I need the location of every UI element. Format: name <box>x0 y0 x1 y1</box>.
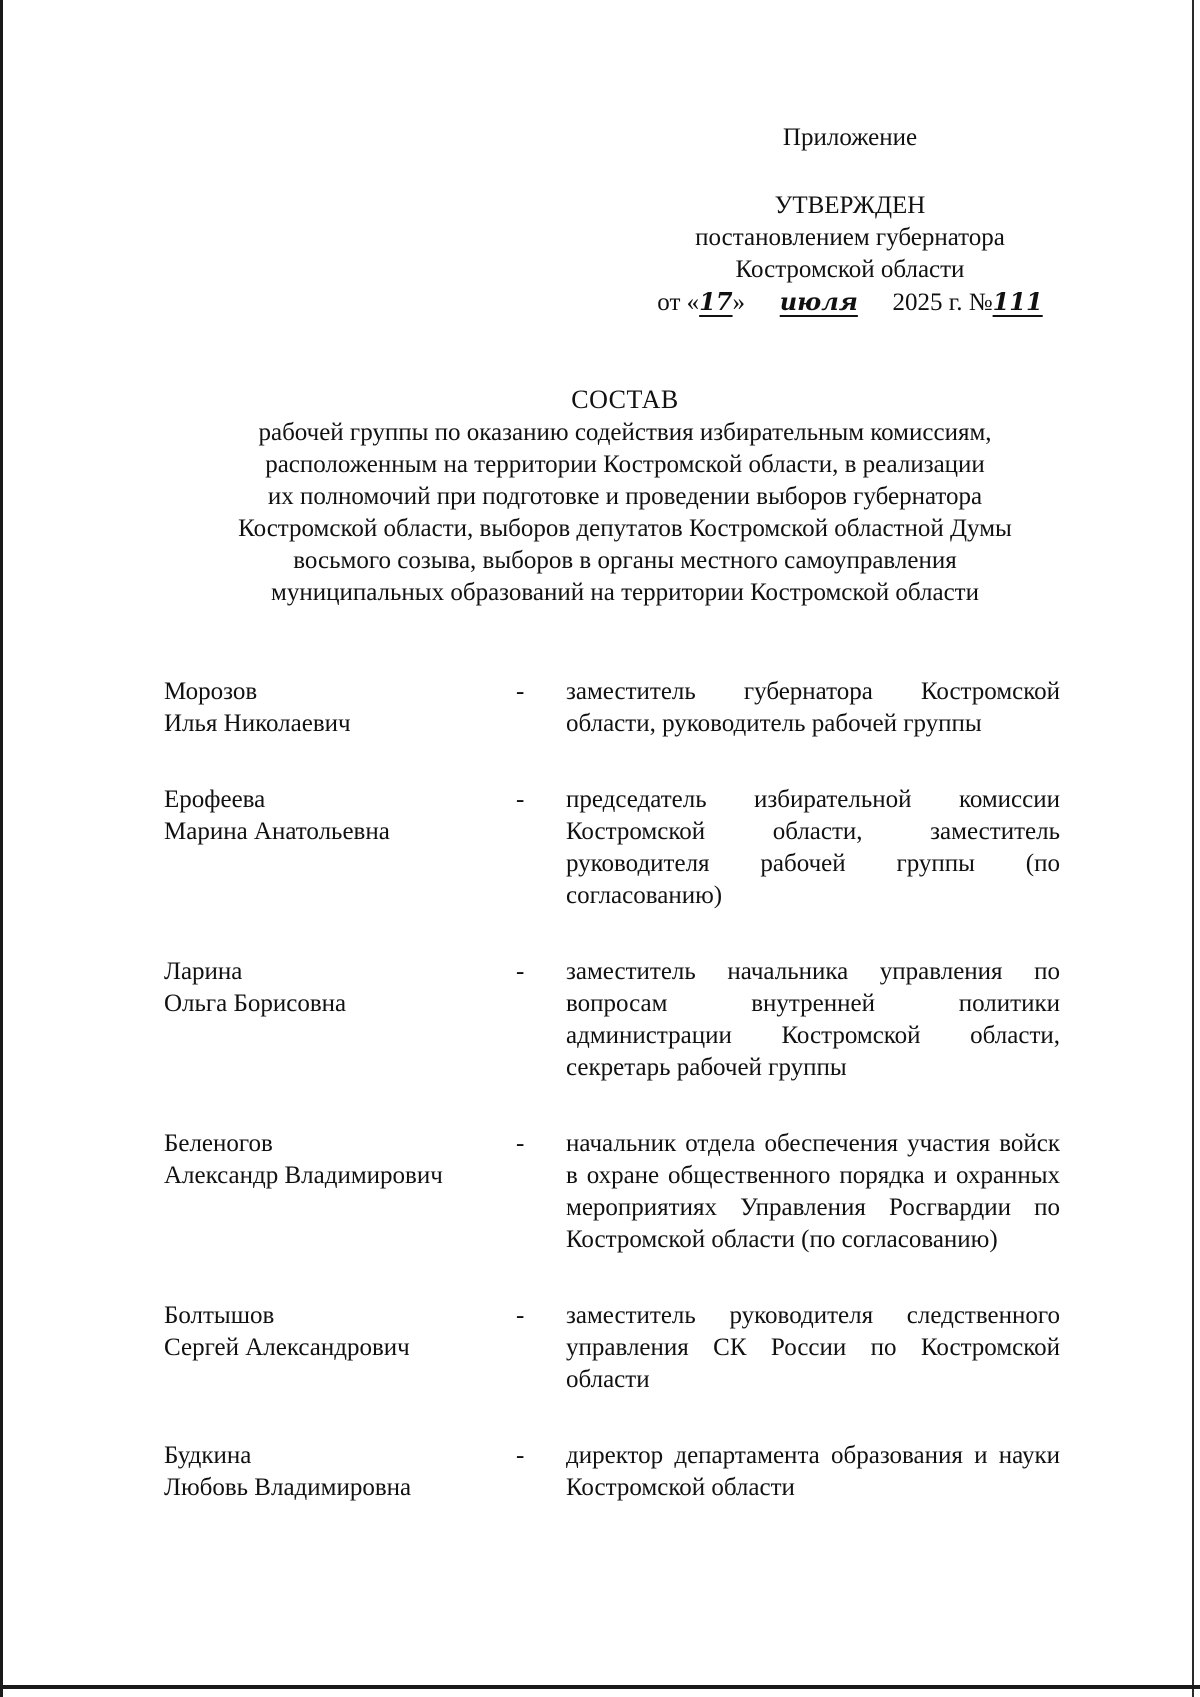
member-dash: - <box>516 958 525 985</box>
member-row <box>164 676 1060 740</box>
member-dash: - <box>516 1130 525 1157</box>
title-line-3: их полномочий при подготовке и проведении выборов губернатора <box>267 483 983 510</box>
date-prefix: от « <box>657 289 700 316</box>
title-line-1: рабочей группы по оказанию содействия избирательным комиссиям, <box>258 419 992 446</box>
member-surname: Беленогов <box>164 1130 273 1157</box>
member-surname: Болтышов <box>164 1302 275 1329</box>
appendix-label: Приложение <box>782 124 918 151</box>
date-year: 2025 г. № <box>892 289 993 316</box>
title-line-6: муниципальных образований на территории Костромской области <box>271 579 979 606</box>
member-dash: - <box>516 678 525 705</box>
approved-by-line2: Костромской области <box>735 256 965 283</box>
member-row <box>164 784 1060 912</box>
scan-edge-right <box>1192 0 1194 1697</box>
member-name <box>164 956 516 1020</box>
date-day-handwritten: 17 <box>699 287 733 316</box>
member-surname: Ларина <box>164 958 243 985</box>
member-row <box>164 956 1060 1084</box>
member-given-names: Илья Николаевич <box>164 710 351 737</box>
member-name <box>164 676 516 740</box>
members-list <box>164 676 1060 1504</box>
member-position: заместитель руководителя следственного управления СК России по Костромской области <box>566 1302 1060 1393</box>
member-name <box>164 1300 516 1364</box>
title-line-5: восьмого созыва, выборов в органы местного самоуправления <box>293 547 957 574</box>
date-month-handwritten: июля <box>779 287 858 316</box>
member-name <box>164 1128 516 1192</box>
document-heading: СОСТАВ <box>571 385 679 414</box>
document-title-block <box>140 383 1110 609</box>
member-given-names: Сергей Александрович <box>164 1334 410 1361</box>
scan-edge-bottom <box>0 1685 1200 1689</box>
member-dash: - <box>516 1442 525 1469</box>
member-row <box>164 1440 1060 1504</box>
member-surname: Будкина <box>164 1442 252 1469</box>
member-given-names: Александр Владимирович <box>164 1162 443 1189</box>
member-given-names: Любовь Владимировна <box>164 1474 412 1501</box>
member-row <box>164 1300 1060 1396</box>
member-dash: - <box>516 786 525 813</box>
approved-label: УТВЕРЖДЕН <box>774 192 926 219</box>
member-position: начальник отдела обеспечения участия войск в охране общественного порядка и охранных мероприятиях Управления Росгвардии по Костромской области (по согласованию) <box>566 1130 1060 1253</box>
member-dash: - <box>516 1302 525 1329</box>
scan-edge-left <box>0 0 3 1697</box>
title-line-2: расположенным на территории Костромской области, в реализации <box>265 451 985 478</box>
decree-number-handwritten: 111 <box>992 287 1043 316</box>
member-name <box>164 784 516 848</box>
member-name <box>164 1440 516 1504</box>
approved-by-line1: постановлением губернатора <box>695 224 1005 251</box>
member-given-names: Ольга Борисовна <box>164 990 347 1017</box>
member-surname: Морозов <box>164 678 258 705</box>
member-position: директор департамента образования и науки Костромской области <box>566 1442 1060 1501</box>
member-given-names: Марина Анатольевна <box>164 818 390 845</box>
member-position: заместитель начальника управления по вопросам внутренней политики администрации Костромской области, секретарь рабочей группы <box>566 958 1060 1081</box>
approval-date-line <box>600 286 1100 319</box>
member-row <box>164 1128 1060 1256</box>
title-line-4: Костромской области, выборов депутатов Костромской областной Думы <box>238 515 1012 542</box>
date-mid: » <box>732 289 752 316</box>
member-surname: Ерофеева <box>164 786 266 813</box>
member-position: председатель избирательной комиссии Костромской области, заместитель руководителя рабочей группы (по согласованию) <box>566 786 1060 909</box>
approval-stamp-block <box>600 190 1100 319</box>
member-position: заместитель губернатора Костромской области, руководитель рабочей группы <box>566 678 1060 737</box>
